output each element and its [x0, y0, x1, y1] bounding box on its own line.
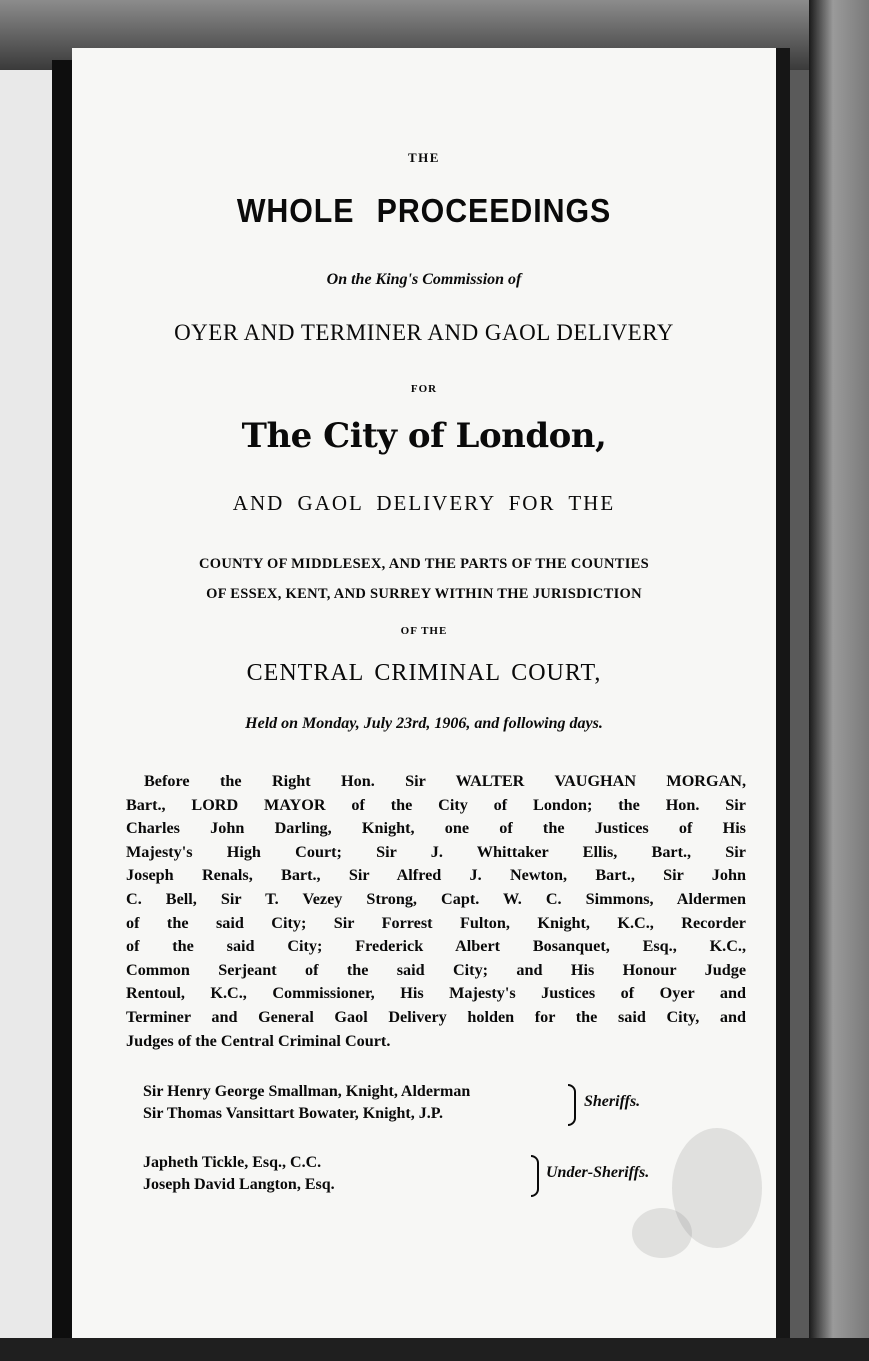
under-sheriffs-list [143, 1152, 335, 1196]
book-spine [52, 60, 74, 1360]
paragraph-line: Terminer and General Gaol Delivery holden for the said City, and [126, 1007, 746, 1026]
paragraph-line: Before the Right Hon. Sir WALTER VAUGHAN MORGAN, [144, 772, 746, 790]
left-facing-page [0, 70, 55, 1340]
paragraph-line: Bart., LORD MAYOR of the City of London; the Hon. Sir [126, 795, 746, 814]
sheriff-name: Sir Thomas Vansittart Bowater, Knight, J.P. [143, 1105, 444, 1122]
brace [568, 1084, 576, 1126]
heading-the: THE [408, 150, 440, 165]
date-line: Held on Monday, July 23rd, 1906, and following days. [245, 715, 603, 732]
of-the-line: OF THE [400, 625, 448, 637]
title-page [72, 48, 790, 1338]
paragraph-line: of the said City; Sir Forrest Fulton, Knight, K.C., Recorder [126, 913, 746, 932]
justices-paragraph [126, 770, 746, 1053]
page-title: WHOLE PROCEEDINGS [236, 192, 612, 229]
sheriff-name: Sir Henry George Smallman, Knight, Alderman [143, 1083, 471, 1100]
commission-line: On the King's Commission of [326, 271, 522, 288]
paragraph-line: Judges of the Central Criminal Court. [126, 1031, 391, 1050]
paragraph-line: Common Serjeant of the said City; and His Honour Judge [126, 960, 746, 979]
gaol-delivery-line: AND GAOL DELIVERY FOR THE [232, 491, 616, 515]
brace [531, 1155, 539, 1197]
paragraph-line: Charles John Darling, Knight, one of the Justices of His [126, 819, 746, 838]
sheriffs-list [143, 1081, 470, 1125]
under-sheriff-name: Joseph David Langton, Esq. [143, 1176, 335, 1193]
court-heading: CENTRAL CRIMINAL COURT, [246, 660, 602, 686]
city-of-london-heading: The City of London, [241, 416, 607, 456]
oyer-line: OYER AND TERMINER AND GAOL DELIVERY [174, 320, 674, 345]
paragraph-line: C. Bell, Sir T. Vezey Strong, Capt. W. C. Simmons, Aldermen [126, 889, 746, 908]
paragraph-line: Majesty's High Court; Sir J. Whittaker Ellis, Bart., Sir [126, 842, 746, 861]
for-line: FOR [410, 383, 438, 395]
paragraph-line: Joseph Renals, Bart., Sir Alfred J. Newton, Bart., Sir John [126, 866, 746, 885]
county-line-2: OF ESSEX, KENT, AND SURREY WITHIN THE JURISDICTION [206, 586, 642, 602]
county-line-1: COUNTY OF MIDDLESEX, AND THE PARTS OF THE COUNTIES [199, 556, 649, 572]
paragraph-line: of the said City; Frederick Albert Bosanquet, Esq., K.C., [126, 937, 746, 956]
book-edge-right [809, 0, 869, 1361]
under-sheriff-name: Japheth Tickle, Esq., C.C. [143, 1154, 322, 1171]
background-bottom [0, 1338, 869, 1361]
stain [632, 1208, 692, 1258]
sheriffs-label: Sheriffs. [584, 1093, 641, 1110]
paragraph-line: Rentoul, K.C., Commissioner, His Majesty's Justices of Oyer and [126, 984, 746, 1003]
under-sheriffs-label: Under-Sheriffs. [546, 1164, 650, 1181]
